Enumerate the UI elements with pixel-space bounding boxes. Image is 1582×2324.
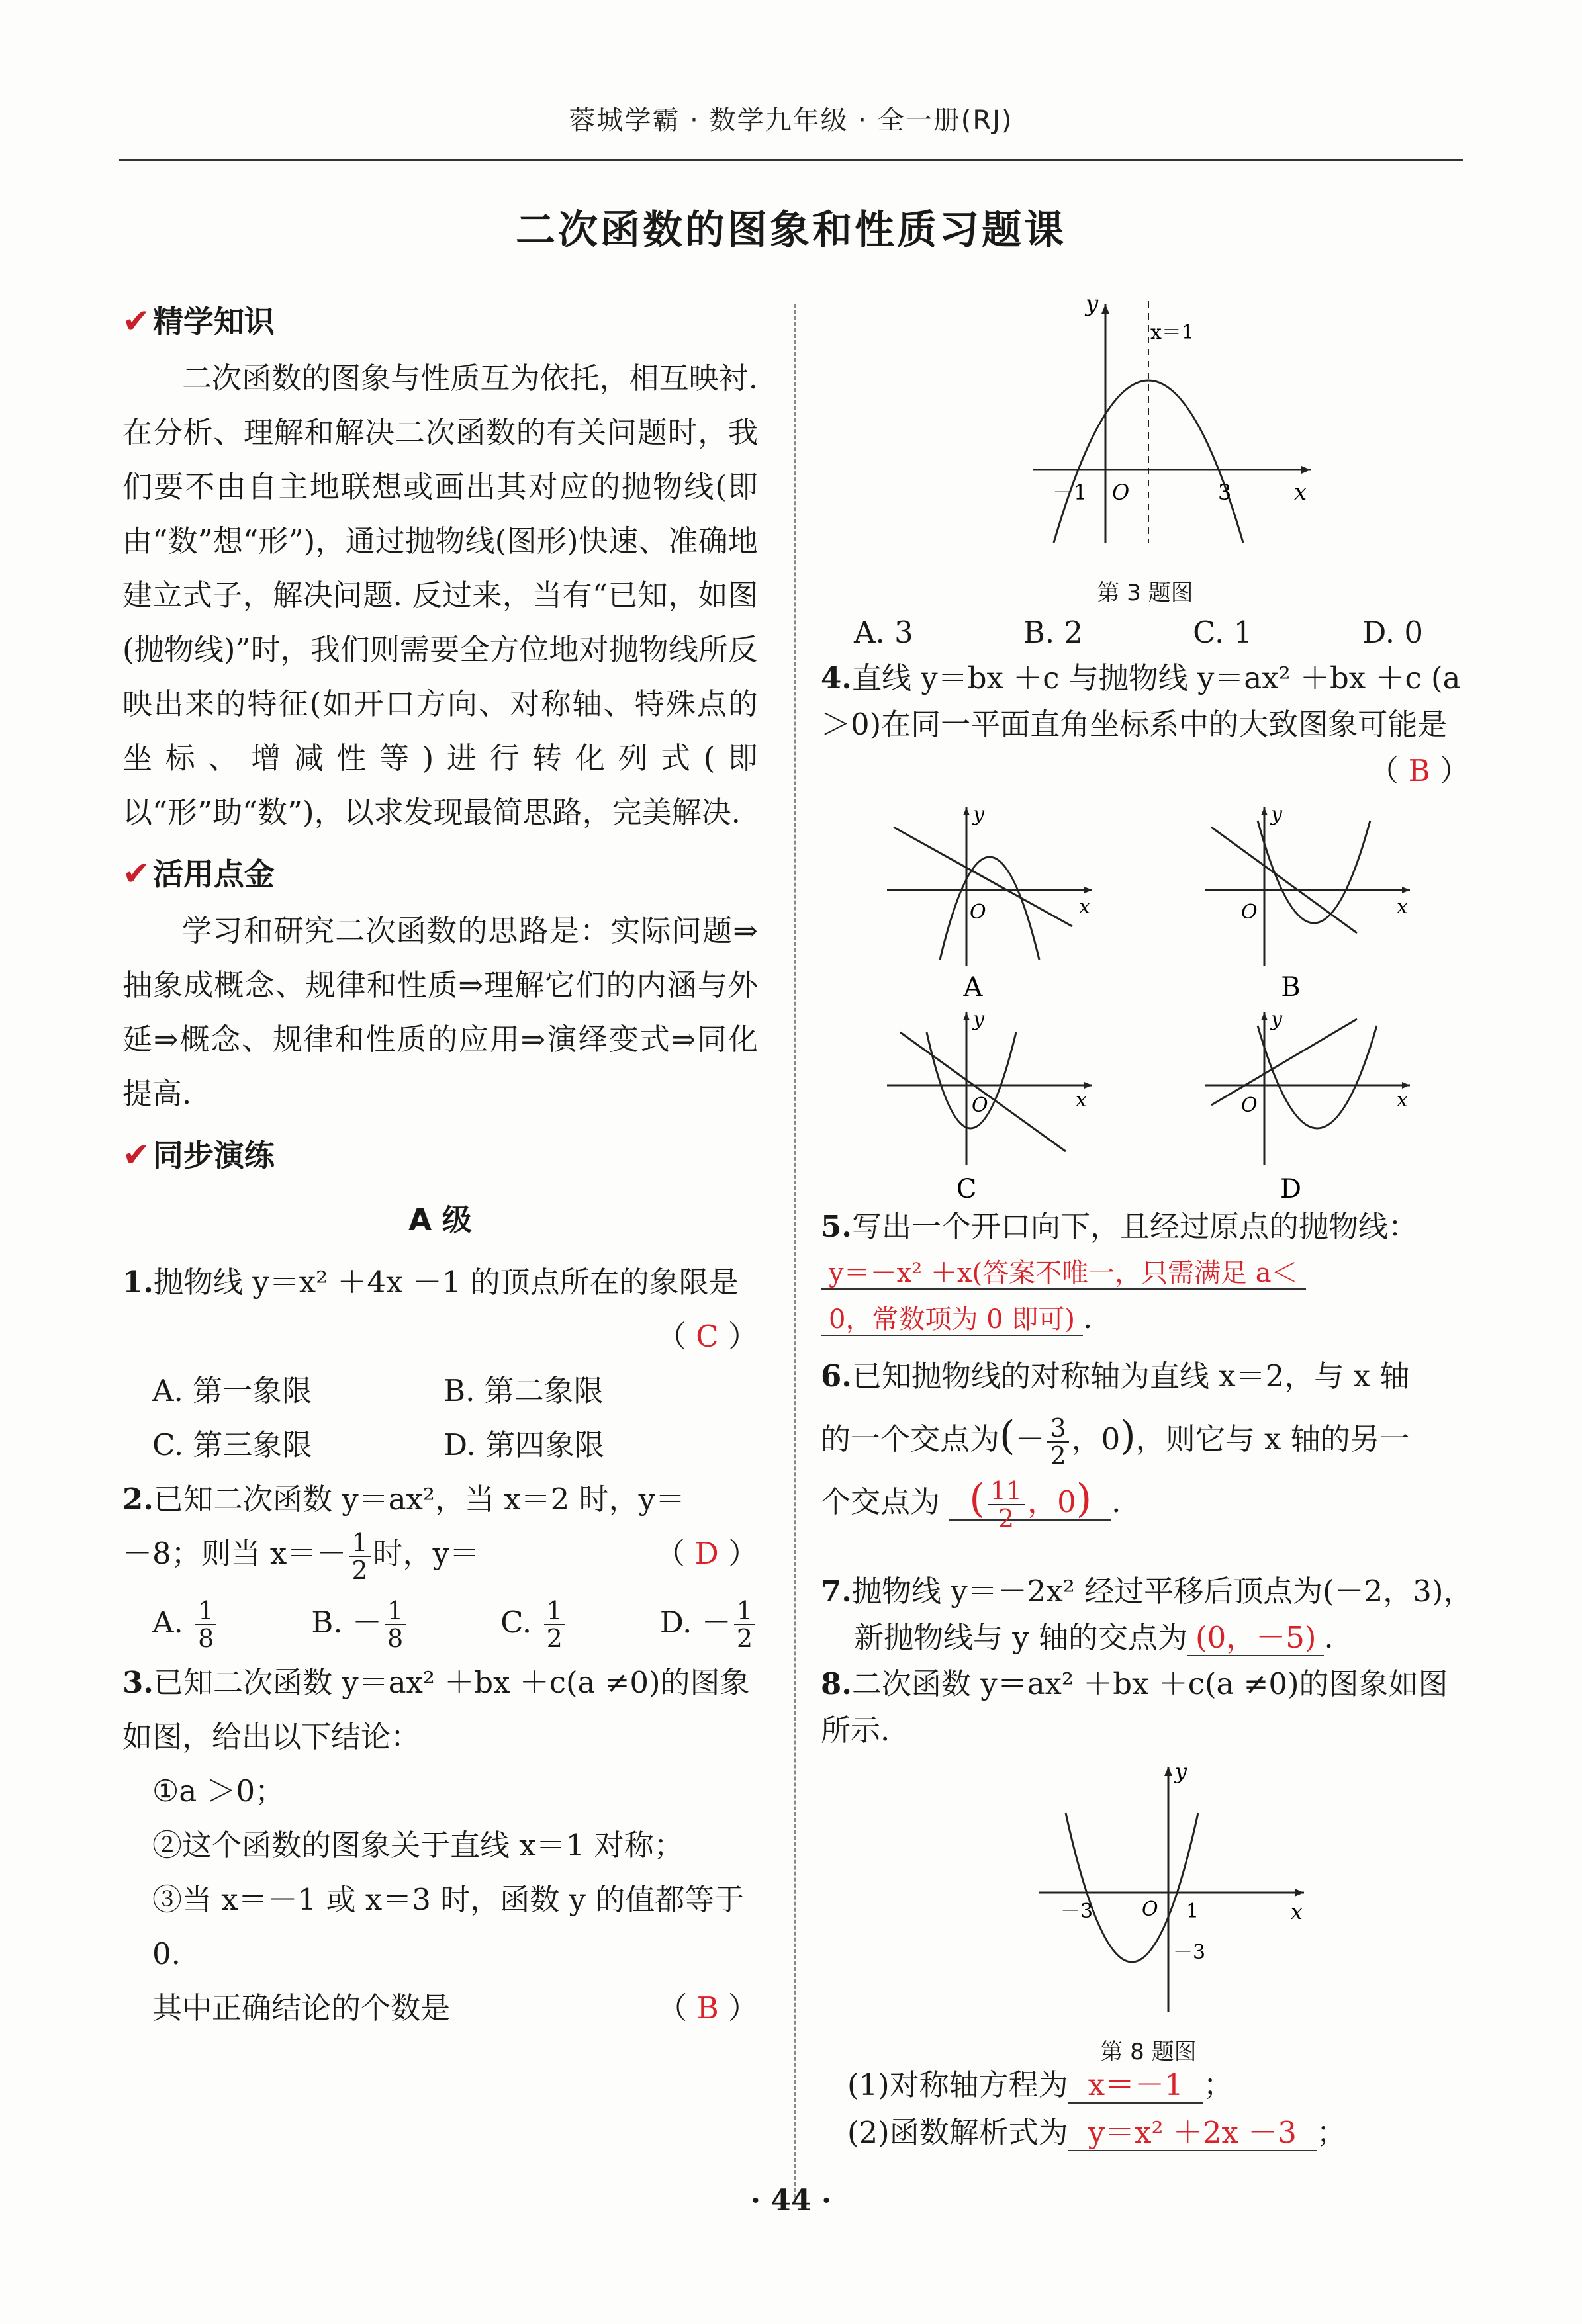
x-arrow-icon bbox=[1295, 1889, 1304, 1897]
graph-c bbox=[887, 1008, 1092, 1204]
q5-answer-line1: y＝－x² ＋x(答案不唯一，只需满足 a＜ bbox=[821, 1258, 1306, 1290]
q6-answer: ( $\frac{11}{2}$ ，0) bbox=[949, 1484, 1111, 1521]
y-arrow-icon bbox=[1101, 304, 1109, 314]
q3-item-1: ①a ＞0； bbox=[152, 1773, 285, 1809]
q7-answer: (0，－5) bbox=[1187, 1620, 1324, 1656]
check-icon: ✔ bbox=[122, 854, 150, 893]
svg-text:y: y bbox=[973, 1008, 984, 1031]
svg-text:O: O bbox=[970, 901, 986, 924]
left-root-label: －1 bbox=[1052, 480, 1088, 505]
svg-text:y: y bbox=[1271, 1008, 1282, 1031]
svg-text:O: O bbox=[1241, 901, 1258, 924]
q3-final: 其中正确结论的个数是 （ B ） bbox=[122, 1981, 758, 2035]
q8-subquestions: (1)对称轴方程为 x＝－1 ； (2)函数解析式为 y＝x² ＋2x －3 ； bbox=[847, 2067, 1346, 2150]
running-header: 蓉城学霸 · 数学九年级 · 全一册(RJ) bbox=[569, 105, 1013, 136]
right-root-label: 1 bbox=[1186, 1900, 1199, 1923]
header-rule bbox=[119, 159, 1463, 161]
question-6: 6.已知抛物线的对称轴为直线 x＝2，与 x 轴 的一个交点为(－ $\frac{3}{2}$ ，0)，则它与 x 轴的另一 个交点为 ( $\frac{11}{2}$ ，0) . bbox=[821, 1359, 1410, 1533]
answer-parentheses: （ D ） bbox=[655, 1536, 758, 1571]
page-number: · 44 · bbox=[750, 2184, 832, 2217]
svg-text:x: x bbox=[1397, 895, 1408, 918]
x-axis-label: x bbox=[1291, 1899, 1303, 1924]
q4-graphs bbox=[874, 801, 1443, 1211]
page-title: 二次函数的图象和性质习题课 bbox=[516, 207, 1066, 253]
svg-text:y: y bbox=[973, 803, 984, 826]
origin-label: O bbox=[1112, 480, 1130, 505]
y-arrow-icon bbox=[963, 807, 970, 815]
question-1: 1.抛物线 y＝x² ＋4x －1 的顶点所在的象限是 （ C ） bbox=[122, 1255, 758, 1364]
answer-parentheses: （ B ） bbox=[657, 1990, 758, 2026]
q3-item-3: ③当 x＝－1 或 x＝3 时，函数 y 的值都等于0. bbox=[152, 1882, 745, 1971]
x-arrow-icon bbox=[1301, 466, 1311, 474]
x-arrow-icon bbox=[1402, 1082, 1410, 1089]
question-3: 3.已知二次函数 y＝ax² ＋bx ＋c(a ≠0)的图象如图，给出以下结论： bbox=[122, 1665, 750, 1754]
y-arrow-icon bbox=[1164, 1767, 1172, 1776]
right-root-label: 3 bbox=[1218, 480, 1232, 505]
graph-label-c: C bbox=[956, 1174, 977, 1204]
y-axis-label: y bbox=[1086, 291, 1099, 317]
svg-text:x: x bbox=[1079, 895, 1090, 918]
figure-q8-caption: 第 8 题图 bbox=[1100, 2039, 1197, 2065]
level-label: A 级 bbox=[408, 1202, 472, 1237]
graph-b bbox=[1205, 803, 1410, 1003]
y-arrow-icon bbox=[1261, 807, 1268, 815]
svg-text:O: O bbox=[972, 1094, 988, 1117]
x-arrow-icon bbox=[1084, 1082, 1092, 1089]
graph-a bbox=[887, 803, 1092, 1003]
y-axis-label: y bbox=[1175, 1760, 1187, 1784]
question-8: 8.二次函数 y＝ax² ＋bx ＋c(a ≠0)的图象如图所示. bbox=[821, 1666, 1448, 1748]
section-heading-knowledge: ✔精学知识 bbox=[122, 302, 275, 340]
question-4: 4.直线 y＝bx ＋c 与抛物线 y＝ax² ＋bx ＋c (a ＞0)在同一平面直角坐标系中的大致图象可能是 （ B ） bbox=[821, 655, 1469, 794]
x-axis-label: x bbox=[1294, 479, 1307, 506]
svg-text:x: x bbox=[1397, 1089, 1408, 1112]
svg-text:x: x bbox=[1076, 1089, 1087, 1112]
origin-label: O bbox=[1142, 1898, 1158, 1921]
question-5: 5.写出一个开口向下，且经过原点的抛物线： y＝－x² ＋x(答案不唯一，只需满足 a＜ 0，常数项为 0 即可) . bbox=[821, 1209, 1418, 1335]
x-arrow-icon bbox=[1084, 887, 1092, 893]
x-arrow-icon bbox=[1402, 887, 1410, 893]
apply-paragraph: 学习和研究二次函数的思路是：实际问题⇒抽象成概念、规律和性质⇒理解它们的内涵与外延⇒概念、规律和性质的应用⇒演绎变式⇒同化提高. bbox=[122, 913, 758, 1111]
answer-parentheses: （ B ） bbox=[1369, 753, 1469, 788]
graph-label-b: B bbox=[1281, 972, 1301, 1003]
y-arrow-icon bbox=[1261, 1012, 1268, 1020]
y-intercept-label: －3 bbox=[1173, 1941, 1206, 1964]
graph-label-d: D bbox=[1280, 1174, 1302, 1204]
line-graph bbox=[1211, 827, 1357, 933]
q8-answer-1: x＝－1 bbox=[1068, 2067, 1203, 2104]
axis-of-symmetry-label: x＝1 bbox=[1150, 321, 1195, 344]
section-heading-practice: ✔同步演练 bbox=[122, 1136, 275, 1174]
line-graph bbox=[900, 1032, 1066, 1151]
check-icon: ✔ bbox=[122, 1136, 150, 1174]
left-column bbox=[122, 291, 758, 2035]
answer-parentheses: （ C ） bbox=[656, 1319, 758, 1354]
q1-options-row2: C. 第三象限 D. 第四象限 bbox=[152, 1427, 605, 1462]
left-root-label: －3 bbox=[1060, 1900, 1093, 1923]
y-arrow-icon bbox=[963, 1012, 970, 1020]
figure-q3-caption: 第 3 题图 bbox=[1097, 580, 1193, 606]
parabola-curve bbox=[940, 857, 1039, 960]
fraction: $\frac{1}{2}$ bbox=[349, 1529, 370, 1584]
graph-label-a: A bbox=[963, 972, 983, 1003]
figure-q3 bbox=[1019, 291, 1324, 556]
parabola-curve bbox=[1258, 821, 1370, 923]
q8-answer-2: y＝x² ＋2x －3 bbox=[1068, 2115, 1317, 2151]
q2-options: A. $\frac{1}{8}$ B. － $\frac{1}{8}$ C. $\frac{1}{2}$ D. － $\frac{1}{2}$ bbox=[122, 1595, 758, 1652]
q1-options: A. 第一象限 B. 第二象限 bbox=[152, 1373, 604, 1408]
question-7: 7.抛物线 y＝－2x² 经过平移后顶点为(－2，3)， 新抛物线与 y 轴的交点为 (0，－5) . bbox=[821, 1574, 1473, 1655]
q5-answer-line2: 0，常数项为 0 即可) bbox=[821, 1304, 1083, 1336]
svg-text:y: y bbox=[1271, 803, 1282, 826]
graph-d bbox=[1205, 1008, 1410, 1204]
parabola-curve bbox=[1258, 1026, 1377, 1128]
parabola-curve bbox=[1066, 1813, 1198, 1962]
section-heading-apply: ✔活用点金 bbox=[122, 854, 275, 893]
line-graph bbox=[1211, 1019, 1357, 1105]
knowledge-paragraph: 二次函数的图象与性质互为依托，相互映衬. 在分析、理解和解决二次函数的有关问题时，我们要不由自主地联想或画出其对应的抛物线(即由“数”想“形”)，通过抛物线(图形)快速、准确地建立式子，解决问题. 反过来，当有“已知，如图(抛物线)”时，我们则需要全方位地对抛物线所反映出来的特征(如开口方向、对称轴、特殊点的坐标、增减性等)进行转化列式(即以“形”助“数”)，以求发现最简思路，完美解决. bbox=[122, 361, 758, 830]
q3-options: A. 3 B. 2 C. 1 D. 0 bbox=[854, 615, 1423, 650]
check-icon: ✔ bbox=[122, 302, 150, 340]
figure-q8 bbox=[1033, 1760, 1311, 2025]
q3-item-2: ②这个函数的图象关于直线 x＝1 对称； bbox=[152, 1828, 684, 1863]
question-2: 2.已知二次函数 y＝ax²，当 x＝2 时，y＝ －8；则当 x＝－ $\frac{1}{2}$ 时，y＝ （ D ） bbox=[122, 1482, 758, 1585]
svg-text:O: O bbox=[1241, 1094, 1258, 1117]
column-divider bbox=[794, 304, 796, 2204]
